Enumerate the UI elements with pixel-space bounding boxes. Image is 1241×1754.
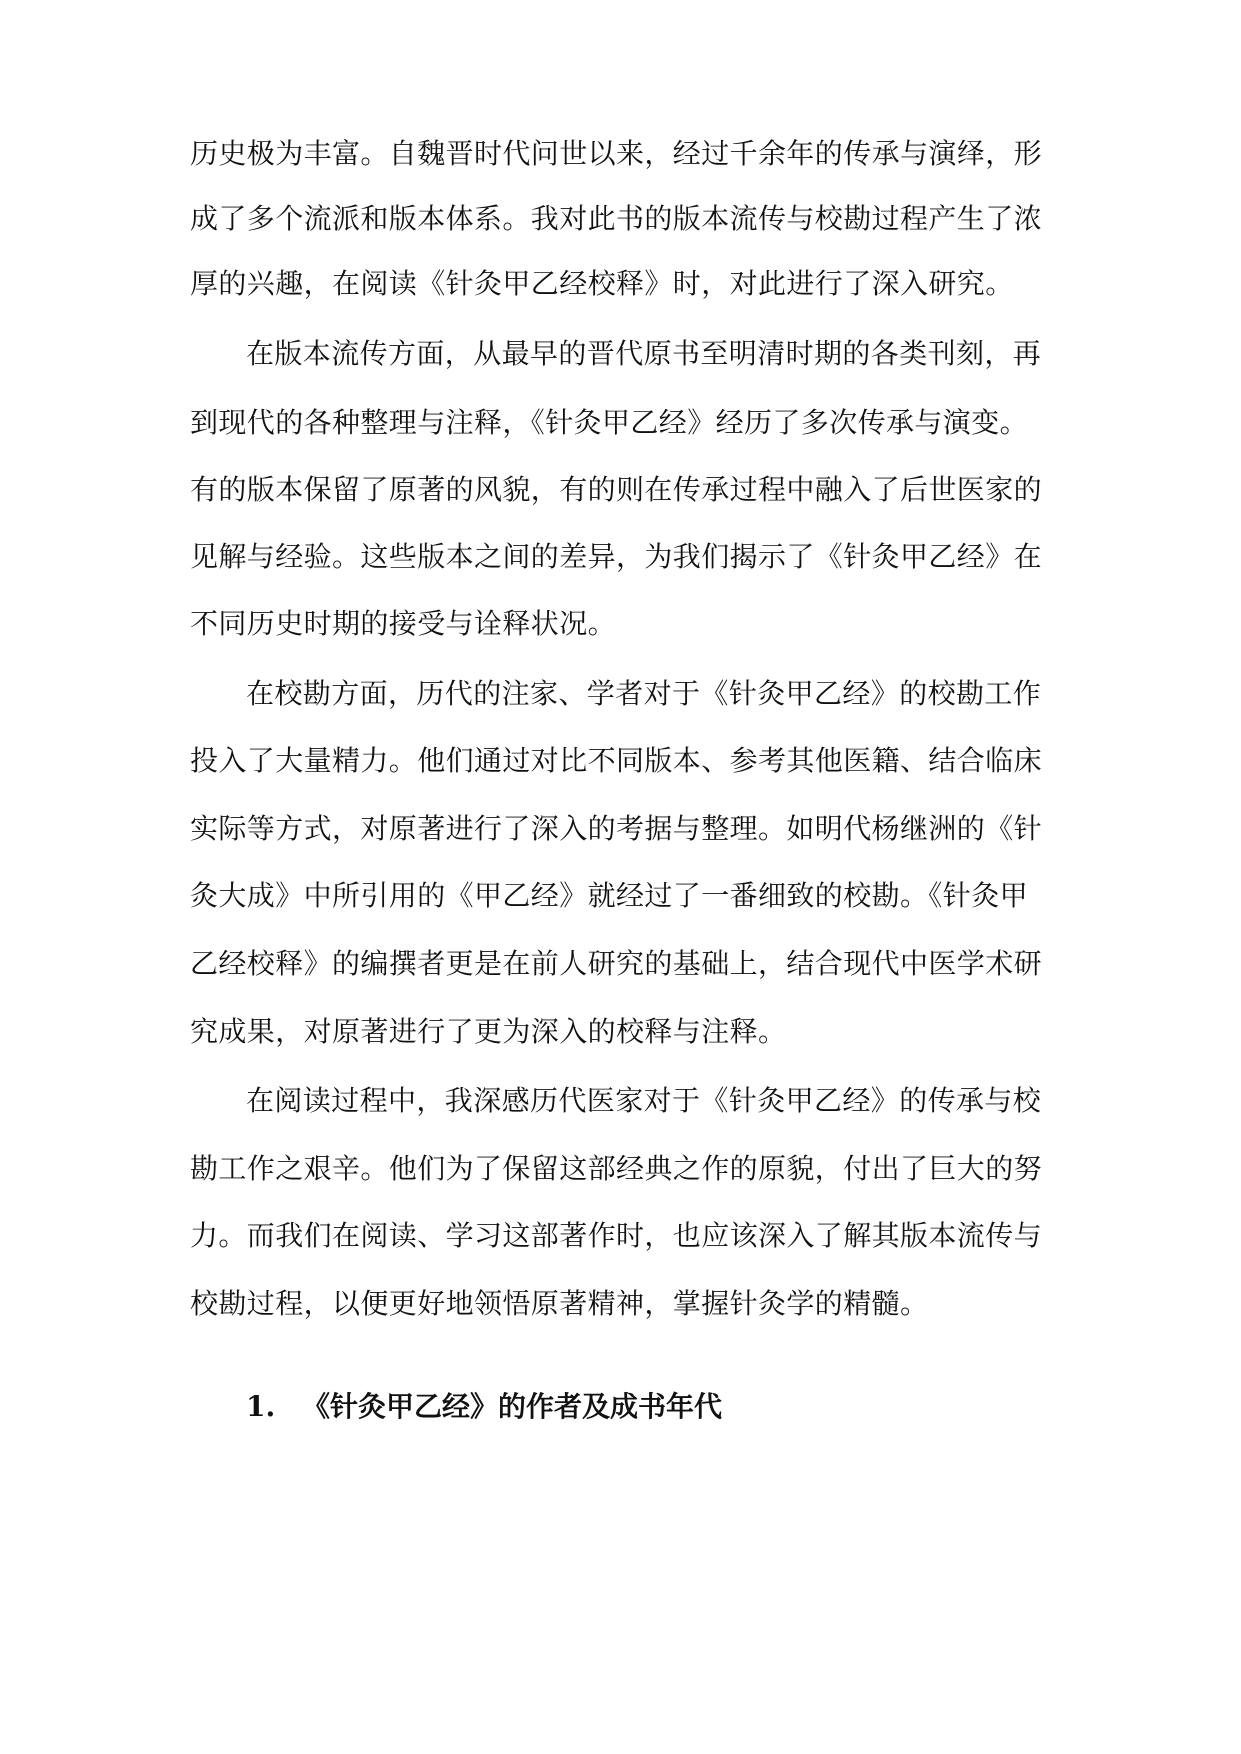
- text-line: 投入了大量精力。他们通过对比不同版本、参考其他医籍、结合临床: [190, 744, 1043, 777]
- text-line: 成了多个流派和版本体系。我对此书的版本流传与校勘过程产生了浓: [190, 202, 1043, 235]
- text-line: 勘工作之艰辛。他们为了保留这部经典之作的原貌，付出了巨大的努: [190, 1152, 1043, 1185]
- section-title: 《针灸甲乙经》的作者及成书年代: [302, 1390, 723, 1423]
- text-line: 灸大成》中所引用的《甲乙经》就经过了一番细致的校勘。《针灸甲: [190, 879, 1029, 912]
- text-line: 力。而我们在阅读、学习这部著作时，也应该深入了解其版本流传与: [190, 1219, 1043, 1252]
- text-line: 校勘过程，以便更好地领悟原著精神，掌握针灸学的精髓。: [190, 1287, 929, 1320]
- text-line: 见解与经验。这些版本之间的差异，为我们揭示了《针灸甲乙经》在: [190, 540, 1043, 573]
- text-line: 不同历史时期的接受与诠释状况。: [190, 607, 617, 640]
- text-line: 在阅读过程中，我深感历代医家对于《针灸甲乙经》的传承与校: [246, 1084, 1042, 1117]
- text-line: 乙经校释》的编撰者更是在前人研究的基础上，结合现代中医学术研: [190, 947, 1043, 980]
- text-line: 有的版本保留了原著的风貌，有的则在传承过程中融入了后世医家的: [190, 473, 1043, 506]
- text-line: 厚的兴趣，在阅读《针灸甲乙经校释》时，对此进行了深入研究。: [190, 267, 1014, 300]
- text-line: 实际等方式，对原著进行了深入的考据与整理。如明代杨继洲的《针: [190, 812, 1043, 845]
- section-heading: [246, 1387, 722, 1427]
- text-line: 在版本流传方面，从最早的晋代原书至明清时期的各类刊刻，再: [246, 337, 1042, 370]
- section-number: 1.: [246, 1390, 276, 1423]
- text-line: 历史极为丰富。自魏晋时代问世以来，经过千余年的传承与演绎，形: [190, 137, 1043, 170]
- text-line: 在校勘方面，历代的注家、学者对于《针灸甲乙经》的校勘工作: [246, 677, 1042, 710]
- text-line: 究成果，对原著进行了更为深入的校释与注释。: [190, 1015, 787, 1048]
- text-line: 到现代的各种整理与注释，《针灸甲乙经》经历了多次传承与演变。: [190, 406, 1029, 439]
